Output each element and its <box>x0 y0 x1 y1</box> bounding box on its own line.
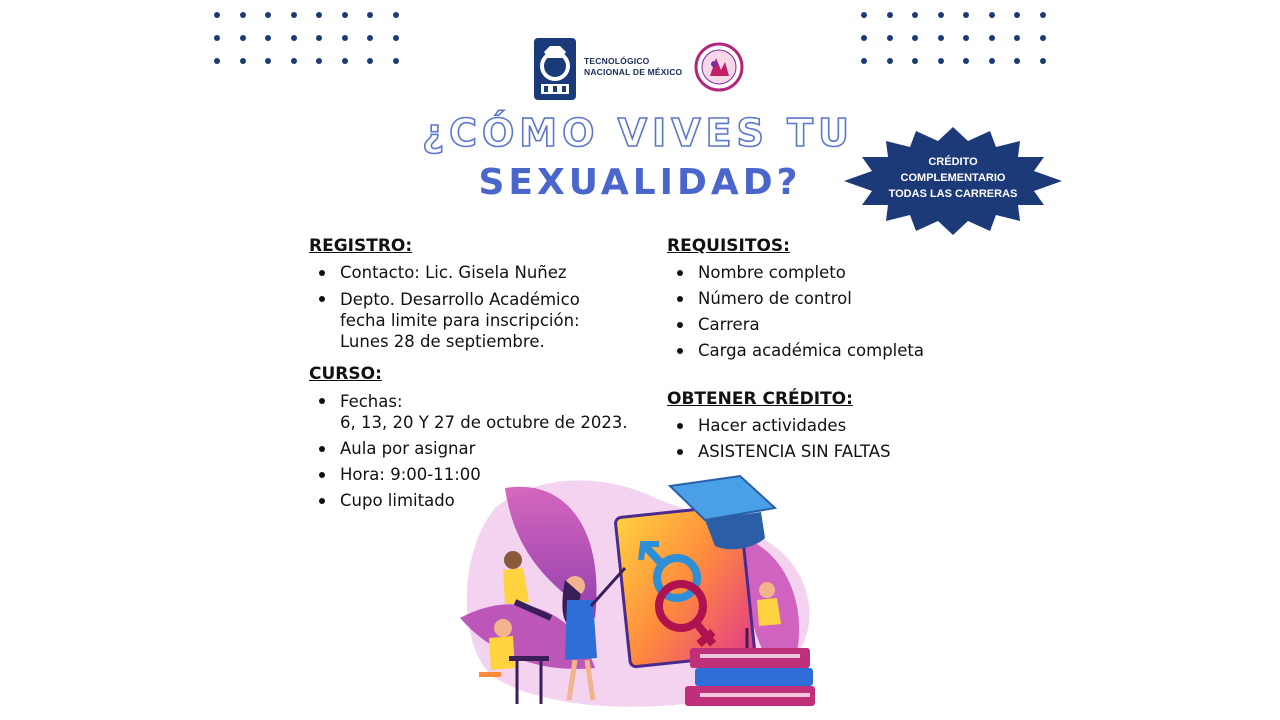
list-item: Carga académica completa <box>667 338 924 364</box>
decorative-dot <box>342 35 348 41</box>
decorative-dot <box>1040 58 1046 64</box>
decorative-dot <box>291 58 297 64</box>
decorative-dot <box>963 12 969 18</box>
tecnm-wordmark <box>584 56 682 78</box>
list-item: Hora: 9:00-11:00 <box>309 462 628 488</box>
decorative-dot <box>367 35 373 41</box>
badge-line2: COMPLEMENTARIO <box>900 172 1006 184</box>
registro-list <box>309 260 580 355</box>
list-item <box>309 388 628 436</box>
decorative-dot <box>861 35 867 41</box>
decorative-dot <box>938 35 944 41</box>
decorative-dot <box>989 35 995 41</box>
decorative-dot <box>887 35 893 41</box>
decorative-dot <box>367 58 373 64</box>
fechas-value: 6, 13, 20 Y 27 de octubre de 2023. <box>340 413 628 432</box>
decorative-dot <box>291 12 297 18</box>
decorative-dot <box>316 35 322 41</box>
decorative-dot <box>1014 35 1020 41</box>
list-item: ASISTENCIA SIN FALTAS <box>667 439 891 465</box>
decorative-dot <box>861 58 867 64</box>
tecnm-line1: TECNOLÓGICO <box>584 56 650 66</box>
book-stack <box>685 648 815 706</box>
decorative-dot <box>1014 58 1020 64</box>
decorative-dot <box>963 58 969 64</box>
curso-heading: CURSO: <box>309 364 382 384</box>
list-item: Contacto: Lic. Gisela Nuñez <box>309 260 580 286</box>
obtener-heading: OBTENER CRÉDITO: <box>667 389 853 409</box>
dept-line3: Lunes 28 de septiembre. <box>340 332 545 351</box>
decorative-dot <box>367 12 373 18</box>
requisitos-list <box>667 260 924 364</box>
decorative-dot <box>214 12 220 18</box>
requisitos-heading: REQUISITOS: <box>667 236 790 256</box>
page-title-line2: SEXUALIDAD? <box>478 162 802 203</box>
decorative-dot <box>393 35 399 41</box>
dept-line2: fecha limite para inscripción: <box>340 311 580 330</box>
tecnm-logo-icon <box>532 36 578 102</box>
decorative-dot <box>214 35 220 41</box>
decorative-dot <box>393 58 399 64</box>
list-item: Número de control <box>667 286 924 312</box>
decorative-dot <box>887 58 893 64</box>
decorative-dot <box>214 58 220 64</box>
decorative-dot <box>912 35 918 41</box>
decorative-dot <box>240 12 246 18</box>
decorative-dot <box>265 35 271 41</box>
decorative-dot <box>342 12 348 18</box>
list-item: Hacer actividades <box>667 413 891 439</box>
fechas-label: Fechas: <box>340 392 403 411</box>
decorative-dot <box>316 58 322 64</box>
requisitos-section <box>667 236 924 364</box>
list-item: Cupo limitado <box>309 488 628 514</box>
list-item: Carrera <box>667 312 924 338</box>
sex-education-illustration <box>455 468 825 708</box>
registro-heading: REGISTRO: <box>309 236 413 256</box>
obtener-credito-section <box>667 389 891 465</box>
badge-line1: CRÉDITO <box>928 156 978 168</box>
decorative-dot <box>240 35 246 41</box>
decorative-dot <box>393 12 399 18</box>
decorative-dot <box>240 58 246 64</box>
decorative-dot <box>342 58 348 64</box>
header-logos <box>532 36 752 106</box>
decorative-dot <box>989 12 995 18</box>
decorative-dots-left <box>214 12 418 64</box>
decorative-dot <box>938 12 944 18</box>
decorative-dot <box>912 58 918 64</box>
list-item: Aula por asignar <box>309 436 628 462</box>
dept-line1: Depto. Desarrollo Académico <box>340 290 580 309</box>
tecnm-line2: NACIONAL DE MÉXICO <box>584 67 683 77</box>
decorative-dot <box>1014 12 1020 18</box>
obtener-list <box>667 413 891 465</box>
decorative-dot <box>1040 12 1046 18</box>
decorative-dots-right <box>861 12 1065 64</box>
decorative-dot <box>265 58 271 64</box>
decorative-dot <box>938 58 944 64</box>
decorative-dot <box>1040 35 1046 41</box>
credit-badge-text <box>844 154 1062 202</box>
institution-seal-icon <box>694 42 744 92</box>
decorative-dot <box>291 35 297 41</box>
badge-line3: TODAS LAS CARRERAS <box>888 188 1018 200</box>
decorative-dot <box>989 58 995 64</box>
registro-section <box>309 236 580 355</box>
decorative-dot <box>861 12 867 18</box>
decorative-dot <box>265 12 271 18</box>
list-item: Nombre completo <box>667 260 924 286</box>
decorative-dot <box>316 12 322 18</box>
decorative-dot <box>963 35 969 41</box>
decorative-dot <box>912 12 918 18</box>
list-item <box>309 286 580 355</box>
decorative-dot <box>887 12 893 18</box>
page-title-line1: ¿CÓMO VIVES TU <box>422 111 854 155</box>
